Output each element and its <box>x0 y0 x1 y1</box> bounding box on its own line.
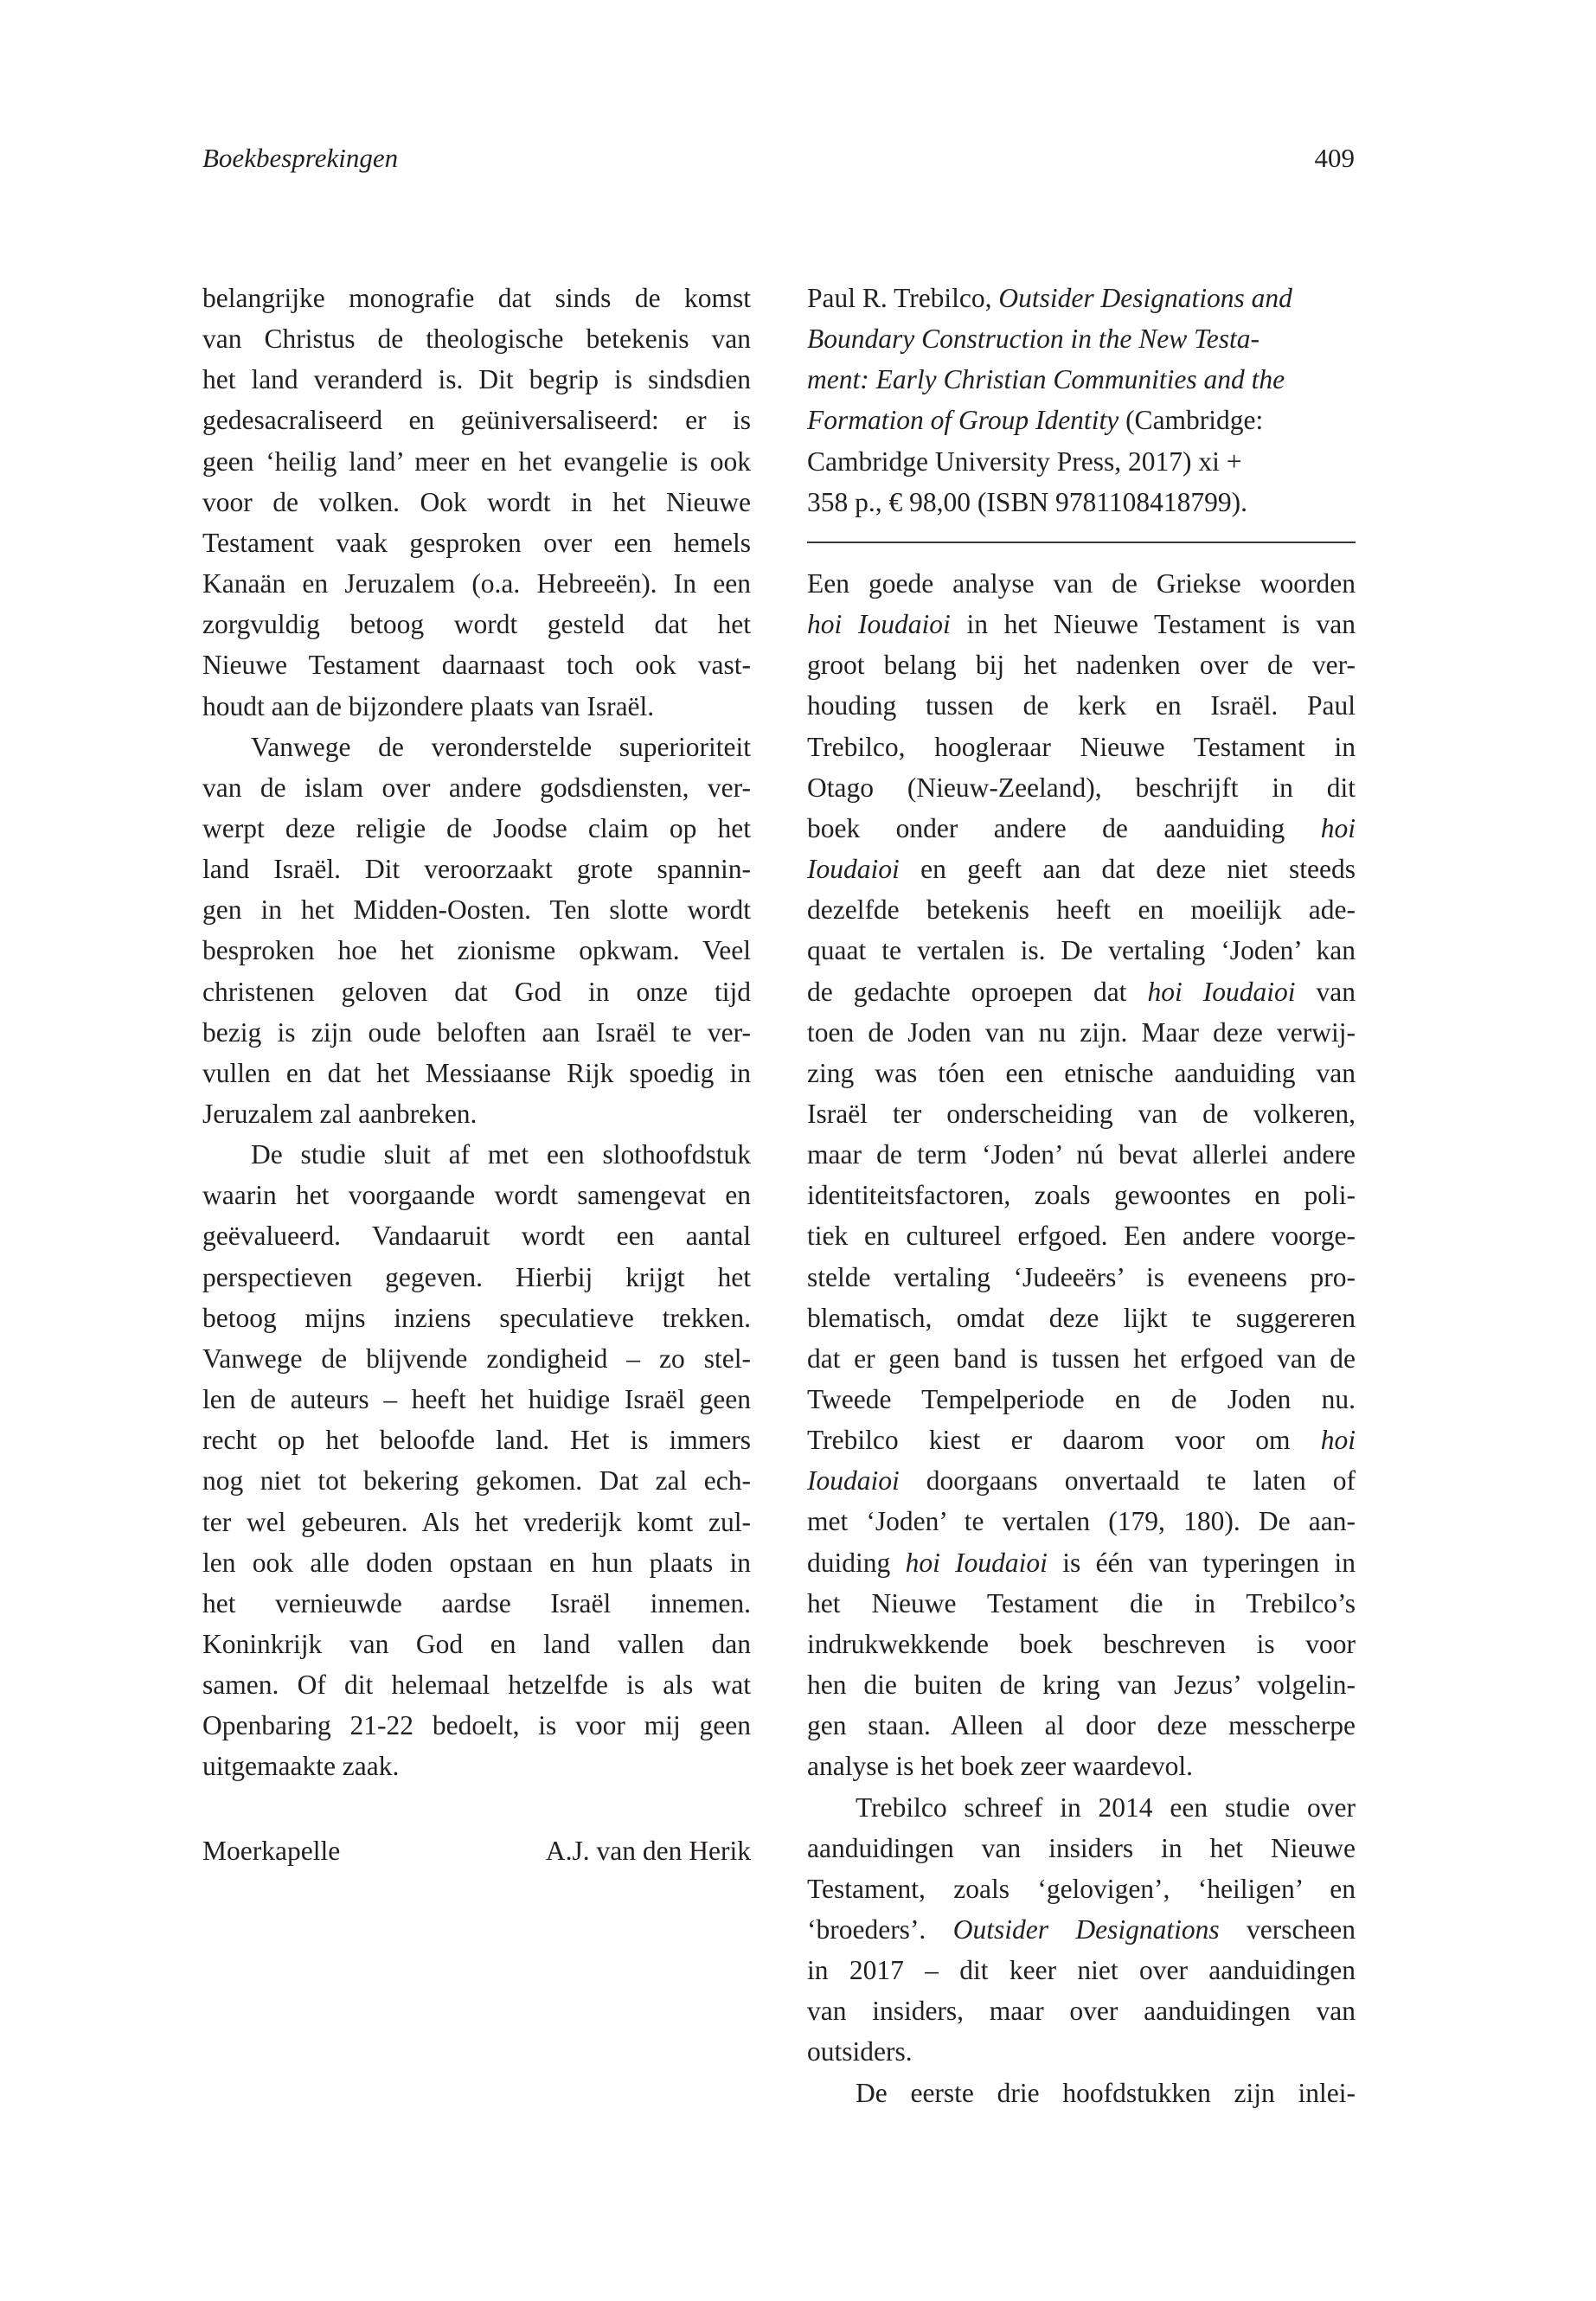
text-line: Trebilco kiest er daarom voor om hoi <box>807 1425 1356 1456</box>
text-line: gen staan. Alleen al door deze messcherpe <box>807 1710 1356 1741</box>
text-line: Ioudaioi doorgaans onvertaald te laten of <box>807 1465 1356 1497</box>
text-line: Koninkrijk van God en land vallen dan <box>202 1628 751 1659</box>
citation-line: Formation of Group Identity (Cambridge: <box>807 405 1264 436</box>
text-line: besproken hoe het zionisme opkwam. Veel <box>202 935 751 966</box>
text-line: dezelfde betekenis heeft en moeilijk ade- <box>807 894 1356 926</box>
italic-text: hoi Ioudaioi <box>905 1547 1048 1578</box>
text-line: geen ‘heilig land’ meer en het evangelie is ook <box>202 445 751 477</box>
text-line: Otago (Nieuw-Zeeland), beschrijft in dit <box>807 772 1356 803</box>
italic-text: ment: Early Christian Communities and the <box>807 364 1285 395</box>
text-line: hen die buiten de kring van Jezus’ volgelin- <box>807 1670 1356 1701</box>
text-line: Jeruzalem zal aanbreken. <box>202 1099 478 1129</box>
text-line: van insiders, maar over aanduidingen van <box>807 1996 1356 2027</box>
text-line: waarin het voorgaande wordt samengevat en <box>202 1180 751 1211</box>
text-line: dat er geen band is tussen het erfgoed van de <box>807 1343 1356 1374</box>
page-number: 409 <box>1314 143 1355 173</box>
text-line: toen de Joden van nu zijn. Maar deze verwij- <box>807 1016 1356 1048</box>
text-line: len ook alle doden opstaan en hun plaats in <box>202 1547 751 1578</box>
text-line: bezig is zijn oude beloften aan Israël te ver- <box>202 1016 751 1048</box>
italic-text: Boundary Construction in the New Testa- <box>807 324 1259 355</box>
citation-line: Paul R. Trebilco, Outsider Designations and <box>807 283 1292 313</box>
text-line: betoog mijns inziens speculatieve trekken. <box>202 1302 751 1333</box>
text-line: samen. Of dit helemaal hetzelfde is als wat <box>202 1670 751 1701</box>
text-line: maar de term ‘Joden’ nú bevat allerlei andere <box>807 1139 1356 1170</box>
text-line: uitgemaakte zaak. <box>202 1751 400 1782</box>
text-line: gedesacraliseerd en geüniversaliseerd: er is <box>202 405 751 436</box>
italic-text: Ioudaioi <box>807 854 900 885</box>
text-line: duiding hoi Ioudaioi is één van typeringen in <box>807 1547 1356 1578</box>
text-line: De eerste drie hoofdstukken zijn inlei- <box>856 2077 1356 2108</box>
text-line: ter wel gebeuren. Als het vrederijk komt zul- <box>202 1506 751 1537</box>
text-line: stelde vertaling ‘Judeeërs’ is eveneens pro- <box>807 1261 1356 1292</box>
citation-divider <box>807 542 1356 543</box>
citation-line <box>807 318 1356 359</box>
text-line: Vanwege de blijvende zondigheid – zo stel- <box>202 1343 751 1374</box>
italic-text: hoi <box>1320 1425 1356 1456</box>
text-line: groot belang bij het nadenken over de ver- <box>807 650 1356 681</box>
text-line: Tweede Tempelperiode en de Joden nu. <box>807 1384 1356 1414</box>
text-line: houding tussen de kerk en Israël. Paul <box>807 690 1356 721</box>
text-line: in 2017 – dit keer niet over aanduidingen <box>807 1955 1356 1986</box>
text-line: indrukwekkende boek beschreven is voor <box>807 1628 1356 1659</box>
text-line: Trebilco, hoogleraar Nieuwe Testament in <box>807 731 1356 762</box>
text-line: met ‘Joden’ te vertalen (179, 180). De aan- <box>807 1506 1356 1537</box>
text-line: Kanaän en Jeruzalem (o.a. Hebreeën). In een <box>202 568 751 599</box>
text-line: Israël ter onderscheiding van de volkeren, <box>807 1098 1356 1129</box>
citation-line: 358 p., € 98,00 (ISBN 9781108418799). <box>807 486 1247 517</box>
text-line: land Israël. Dit veroorzaakt grote spannin- <box>202 854 751 885</box>
italic-text: hoi Ioudaioi <box>807 609 951 640</box>
text-line: het land veranderd is. Dit begrip is sindsdien <box>202 364 751 395</box>
italic-text: Outsider Designations <box>952 1913 1220 1945</box>
text-line: belangrijke monografie dat sinds de komst <box>202 283 751 313</box>
text-line: hoi Ioudaioi in het Nieuwe Testament is van <box>807 609 1356 640</box>
text-line: christenen geloven dat God in onze tijd <box>202 976 751 1007</box>
text-line: Openbaring 21-22 bedoelt, is voor mij geen <box>202 1710 751 1741</box>
text-line: analyse is het boek zeer waardevol. <box>807 1751 1194 1782</box>
text-line: aanduidingen van insiders in het Nieuwe <box>807 1832 1356 1863</box>
text-line: identiteitsfactoren, zoals gewoontes en poli- <box>807 1180 1356 1211</box>
text-line: outsiders. <box>807 2036 913 2067</box>
text-line: boek onder andere de aanduiding hoi <box>807 812 1356 843</box>
text-line: houdt aan de bijzondere plaats van Israël. <box>202 690 655 721</box>
text-line: blematisch, omdat deze lijkt te suggereren <box>807 1302 1356 1333</box>
text-line: werpt deze religie de Joodse claim op het <box>202 812 751 843</box>
text-line: Nieuwe Testament daarnaast toch ook vast- <box>202 650 751 681</box>
running-head-section: Boekbesprekingen <box>202 143 399 173</box>
text-line: tiek en cultureel erfgoed. Een andere voorge- <box>807 1221 1356 1252</box>
italic-text: hoi <box>1320 812 1356 843</box>
text-line: Vanwege de veronderstelde superioriteit <box>251 731 751 762</box>
text-line: Testament, zoals ‘gelovigen’, ‘heiligen’ en <box>807 1873 1356 1904</box>
text-line: zorgvuldig betoog wordt gesteld dat het <box>202 609 751 640</box>
text-line: vullen en dat het Messiaanse Rijk spoedig in <box>202 1057 751 1088</box>
text-line: zing was tóen een etnische aanduiding van <box>807 1057 1356 1088</box>
italic-text: Formation of Group Identity <box>807 405 1119 436</box>
text-line: nog niet tot bekering gekomen. Dat zal ech- <box>202 1465 751 1497</box>
text-line: Trebilco schreef in 2014 een studie over <box>856 1791 1356 1823</box>
text-line: Testament vaak gesproken over een hemels <box>202 527 751 558</box>
text-line: gen in het Midden-Oosten. Ten slotte wordt <box>202 894 751 926</box>
text-line: recht op het beloofde land. Het is immers <box>202 1425 751 1456</box>
text-line: het Nieuwe Testament die in Trebilco’s <box>807 1587 1356 1618</box>
text-line: Een goede analyse van de Griekse woorden <box>807 568 1356 599</box>
text-line: ‘broeders’. Outsider Designations verscheen <box>807 1913 1356 1945</box>
italic-text: Outsider Designations and <box>998 283 1292 313</box>
text-line: het vernieuwde aardse Israël innemen. <box>202 1587 751 1618</box>
text-line: quaat te vertalen is. De vertaling ‘Joden’ kan <box>807 935 1356 966</box>
text-line: van de islam over andere godsdiensten, ver- <box>202 772 751 803</box>
italic-text: Ioudaioi <box>807 1465 900 1497</box>
signature-place: Moerkapelle <box>202 1836 341 1866</box>
text-line: van Christus de theologische betekenis van <box>202 324 751 355</box>
text-line: voor de volken. Ook wordt in het Nieuwe <box>202 486 751 517</box>
text-line: geëvalueerd. Vandaaruit wordt een aantal <box>202 1221 751 1252</box>
text-line: perspectieven gegeven. Hierbij krijgt het <box>202 1261 751 1292</box>
citation-line: Cambridge University Press, 2017) xi + <box>807 445 1242 477</box>
signature-author: A.J. van den Herik <box>545 1836 751 1866</box>
text-line: len de auteurs – heeft het huidige Israël geen <box>202 1384 751 1415</box>
text-line: de gedachte oproepen dat hoi Ioudaioi van <box>807 976 1356 1007</box>
text-line: Ioudaioi en geeft aan dat deze niet steeds <box>807 854 1356 885</box>
text-line: De studie sluit af met een slothoofdstuk <box>251 1139 751 1170</box>
citation-line <box>807 359 1356 400</box>
italic-text: hoi Ioudaioi <box>1147 976 1296 1007</box>
